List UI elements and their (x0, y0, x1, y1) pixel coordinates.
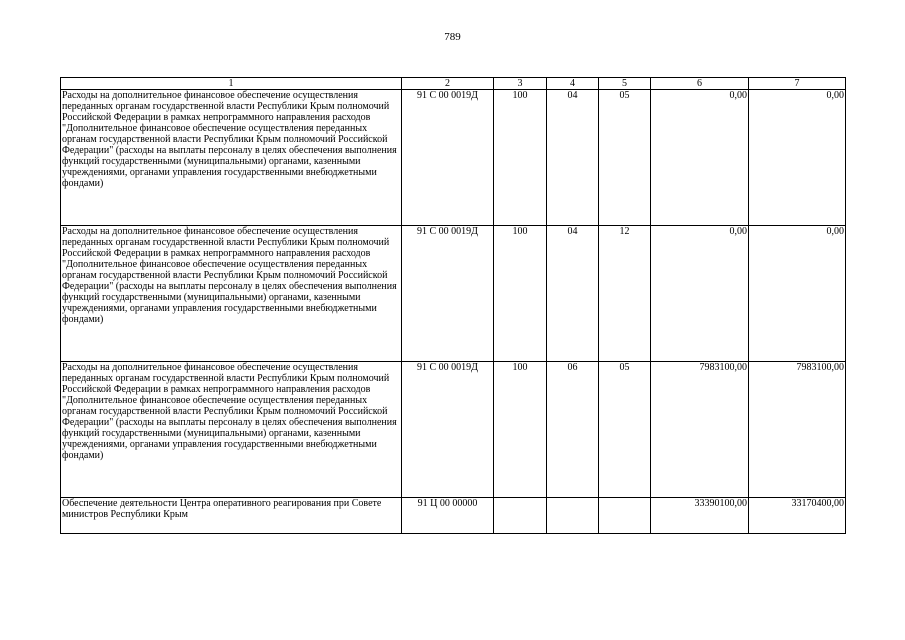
row-amount-7: 0,00 (749, 226, 846, 362)
row-code: 91 С 00 0019Д (402, 226, 494, 362)
table-row (61, 226, 846, 362)
row-col-4: 04 (547, 226, 599, 362)
row-amount-7: 7983100,00 (749, 362, 846, 498)
row-code: 91 Ц 00 00000 (402, 498, 494, 534)
table-row (61, 90, 846, 226)
header-col-1: 1 (61, 78, 402, 90)
row-amount-6: 33390100,00 (651, 498, 749, 534)
header-col-2: 2 (402, 78, 494, 90)
header-col-3: 3 (494, 78, 547, 90)
row-col-3: 100 (494, 226, 547, 362)
table-row (61, 498, 846, 534)
row-description: Расходы на дополнительное финансовое обеспечение осуществления переданных органам государственной власти Республики Крым полномочий Российской Федерации в рамках непрограммного направления расходов "Дополнительное финансовое обеспечение осуществления переданных органам государственной власти Республики Крым полномочий Российской Федерации" (расходы на выплаты персоналу в целях обеспечения выполнения функций государственными (муниципальными) органами, казенными учреждениями, органами управления государственными внебюджетными фондами) (61, 226, 402, 362)
header-col-5: 5 (599, 78, 651, 90)
header-col-7: 7 (749, 78, 846, 90)
row-col-4: 04 (547, 90, 599, 226)
row-col-3: 100 (494, 90, 547, 226)
row-col-4: 06 (547, 362, 599, 498)
row-amount-7: 0,00 (749, 90, 846, 226)
row-code: 91 С 00 0019Д (402, 362, 494, 498)
row-amount-6: 0,00 (651, 90, 749, 226)
row-col-5: 05 (599, 362, 651, 498)
table-header-row (61, 78, 846, 90)
row-col-4 (547, 498, 599, 534)
row-amount-7: 33170400,00 (749, 498, 846, 534)
table-row (61, 362, 846, 498)
row-col-5: 05 (599, 90, 651, 226)
page-number: 789 (444, 31, 461, 43)
row-description: Обеспечение деятельности Центра оперативного реагирования при Совете министров Республики Крым (61, 498, 402, 534)
row-description: Расходы на дополнительное финансовое обеспечение осуществления переданных органам государственной власти Республики Крым полномочий Российской Федерации в рамках непрограммного направления расходов "Дополнительное финансовое обеспечение осуществления переданных органам государственной власти Республики Крым полномочий Российской Федерации" (расходы на выплаты персоналу в целях обеспечения выполнения функций государственными (муниципальными) органами, казенными учреждениями, органами управления государственными внебюджетными фондами) (61, 90, 402, 226)
row-description: Расходы на дополнительное финансовое обеспечение осуществления переданных органам государственной власти Республики Крым полномочий Российской Федерации в рамках непрограммного направления расходов "Дополнительное финансовое обеспечение осуществления переданных органам государственной власти Республики Крым полномочий Российской Федерации" (расходы на выплаты персоналу в целях обеспечения выполнения функций государственными (муниципальными) органами, казенными учреждениями, органами управления государственными внебюджетными фондами) (61, 362, 402, 498)
row-col-5: 12 (599, 226, 651, 362)
header-col-6: 6 (651, 78, 749, 90)
row-amount-6: 0,00 (651, 226, 749, 362)
row-col-3 (494, 498, 547, 534)
row-code: 91 С 00 0019Д (402, 90, 494, 226)
budget-table (60, 77, 846, 534)
header-col-4: 4 (547, 78, 599, 90)
row-col-5 (599, 498, 651, 534)
row-amount-6: 7983100,00 (651, 362, 749, 498)
row-col-3: 100 (494, 362, 547, 498)
